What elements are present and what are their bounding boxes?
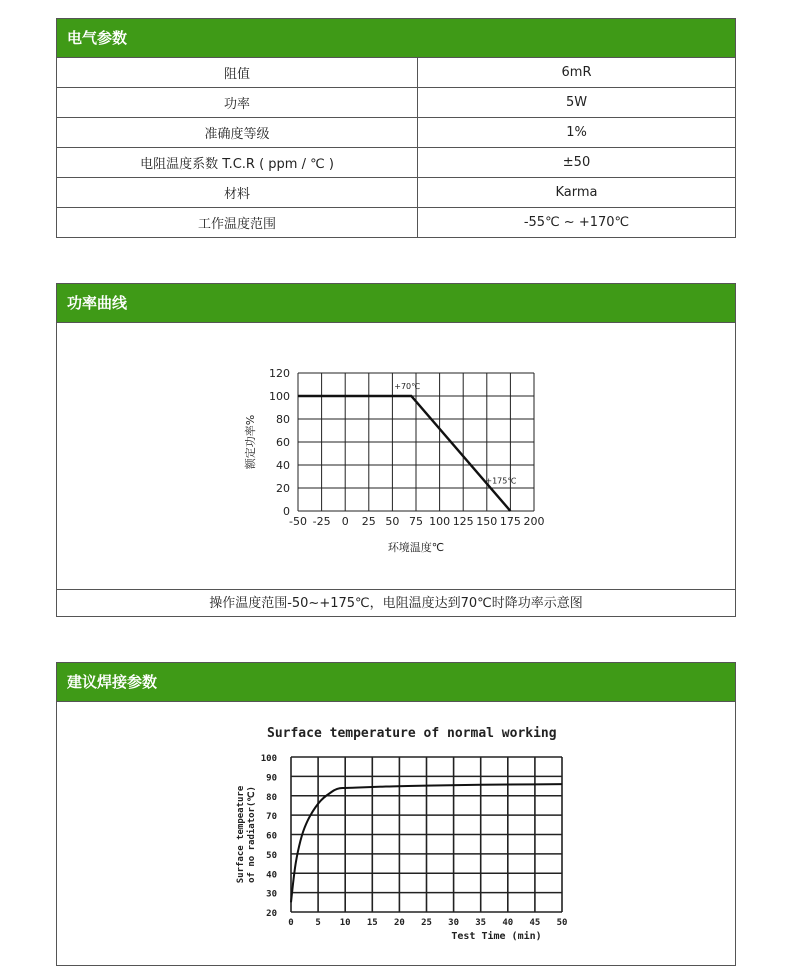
x-tick-label: 25 bbox=[421, 918, 432, 928]
chart-title: Surface temperature of normal working bbox=[267, 726, 557, 741]
y-axis-label-line1: Surface tempeature bbox=[236, 785, 246, 884]
x-tick-label: 40 bbox=[502, 918, 514, 928]
spec-value: 6mR bbox=[561, 65, 592, 80]
spec-row bbox=[57, 58, 735, 88]
spec-label: 电阻温度系数 T.C.R ( ppm / ℃ ) bbox=[57, 148, 418, 178]
x-tick-label: 150 bbox=[476, 515, 498, 528]
x-tick-label: 35 bbox=[475, 918, 487, 928]
y-tick-label: 100 bbox=[269, 390, 290, 403]
spec-row bbox=[57, 148, 735, 178]
spec-label: 准确度等级 bbox=[57, 118, 418, 148]
power-derating-chart bbox=[57, 323, 735, 589]
y-tick-label: 20 bbox=[276, 482, 290, 495]
spec-value: -55℃ ~ +170℃ bbox=[418, 208, 736, 238]
y-tick-label: 20 bbox=[266, 909, 277, 919]
spec-label: 阻值 bbox=[57, 58, 418, 88]
y-tick-label: 120 bbox=[269, 367, 290, 380]
y-tick-label: 80 bbox=[276, 413, 290, 426]
y-tick-label: 40 bbox=[266, 870, 277, 881]
electrical-table bbox=[57, 58, 735, 237]
spec-row bbox=[57, 88, 735, 118]
y-tick-label: 60 bbox=[266, 831, 277, 842]
surface-temperature-chart bbox=[57, 702, 735, 966]
x-tick-label: 10 bbox=[339, 918, 351, 928]
spec-value: Karma bbox=[418, 178, 736, 208]
spec-row bbox=[57, 118, 735, 148]
x-axis-label: 环境温度℃ bbox=[387, 541, 445, 554]
x-tick-label: 50 bbox=[385, 515, 400, 528]
annotation-175c: +175℃ bbox=[485, 476, 517, 486]
series-line bbox=[298, 396, 510, 511]
y-tick-label: 40 bbox=[276, 459, 290, 472]
x-tick-label: 20 bbox=[393, 918, 405, 928]
x-tick-label: 45 bbox=[529, 918, 541, 928]
x-tick-label: 0 bbox=[341, 515, 349, 528]
x-tick-label: 100 bbox=[429, 515, 451, 528]
x-tick-label: 0 bbox=[288, 918, 294, 928]
y-axis-label-line2: of no radiator(℃) bbox=[247, 786, 257, 883]
y-axis-label bbox=[236, 785, 257, 883]
y-tick-label: 100 bbox=[260, 754, 277, 764]
x-tick-label: 200 bbox=[523, 515, 545, 528]
spec-value: 5W bbox=[418, 88, 736, 118]
section-title-electrical: 电气参数 bbox=[57, 19, 735, 58]
y-tick-label: 30 bbox=[266, 889, 277, 900]
soldering-section bbox=[56, 662, 736, 966]
spec-value: 1% bbox=[418, 118, 736, 148]
x-tick-label: 25 bbox=[361, 515, 376, 528]
x-axis-label: Test Time (min) bbox=[451, 931, 542, 942]
x-tick-label: 30 bbox=[448, 918, 460, 928]
annotation-70c: +70℃ bbox=[394, 382, 421, 391]
y-tick-label: 90 bbox=[266, 773, 277, 784]
x-tick-label: 5 bbox=[315, 918, 321, 928]
power-curve-section bbox=[56, 283, 736, 617]
spec-label: 功率 bbox=[57, 88, 418, 118]
spec-label: 材料 bbox=[57, 178, 418, 208]
power-curve-caption: 操作温度范围-50~+175℃，电阻温度达到70℃时降功率示意图 bbox=[57, 589, 735, 618]
y-tick-label: 80 bbox=[266, 792, 277, 803]
section-title-power-curve: 功率曲线 bbox=[57, 284, 735, 323]
x-tick-label: 75 bbox=[409, 515, 423, 528]
x-tick-label: 125 bbox=[452, 515, 474, 528]
y-axis-label: 额定功率% bbox=[244, 414, 257, 470]
spec-row bbox=[57, 208, 735, 238]
y-tick-label: 0 bbox=[283, 505, 290, 518]
x-tick-label: 15 bbox=[366, 918, 378, 928]
spec-value: ±50 bbox=[418, 148, 736, 178]
section-title-soldering: 建议焊接参数 bbox=[57, 663, 735, 702]
y-tick-label: 70 bbox=[266, 812, 277, 823]
x-tick-label: -50 bbox=[289, 515, 307, 528]
x-tick-label: 50 bbox=[556, 918, 568, 928]
y-tick-label: 60 bbox=[276, 436, 290, 449]
spec-label: 工作温度范围 bbox=[57, 208, 418, 238]
electrical-section bbox=[56, 18, 736, 238]
spec-row bbox=[57, 178, 735, 208]
x-tick-label: 175 bbox=[499, 515, 521, 528]
y-tick-label: 50 bbox=[266, 850, 277, 861]
x-tick-label: -25 bbox=[312, 515, 331, 528]
